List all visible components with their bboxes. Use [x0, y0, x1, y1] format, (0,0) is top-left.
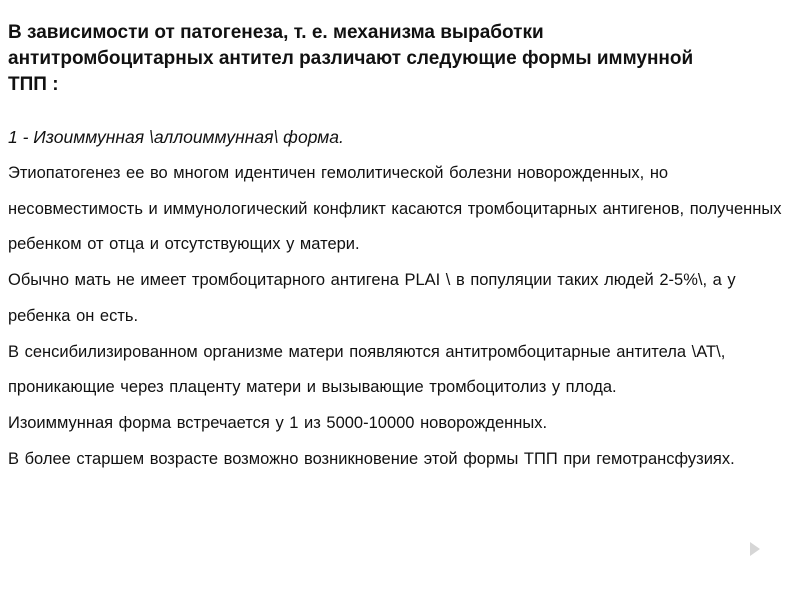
- body-text: [8, 156, 793, 477]
- slide-heading: В зависимости от патогенеза, т. е. механизма выработки антитромбоцитарных антител различают следующие формы иммунной ТПП :: [8, 22, 694, 95]
- paragraph: Этиопатогенез ее во многом идентичен гемолитической болезни новорожденных, но несовместимость и иммунологический конфликт касаются тромбоцитарных антигенов, полученных ребенком от отца и отсутствующих у матери.: [8, 164, 782, 254]
- slide-content: [8, 20, 793, 477]
- paragraph: В более старшем возрасте возможно возникновение этой формы ТПП при гемотрансфузиях.: [8, 449, 735, 468]
- paragraph: В сенсибилизированном организме матери появляются антитромбоцитарные антитела \AT\, проникающие через плаценту матери и вызывающие тромбоцитолиз у плода.: [8, 342, 726, 397]
- spacer: [8, 98, 793, 124]
- section-title: 1 - Изоиммунная \аллоиммунная\ форма.: [8, 127, 344, 147]
- next-slide-arrow-icon[interactable]: [750, 542, 760, 556]
- paragraph: Обычно мать не имеет тромбоцитарного антигена PLAI \ в популяции таких людей 2-5%\, а у ребенка он есть.: [8, 271, 736, 325]
- paragraph: Изоиммунная форма встречается у 1 из 5000-10000 новорожденных.: [8, 413, 548, 432]
